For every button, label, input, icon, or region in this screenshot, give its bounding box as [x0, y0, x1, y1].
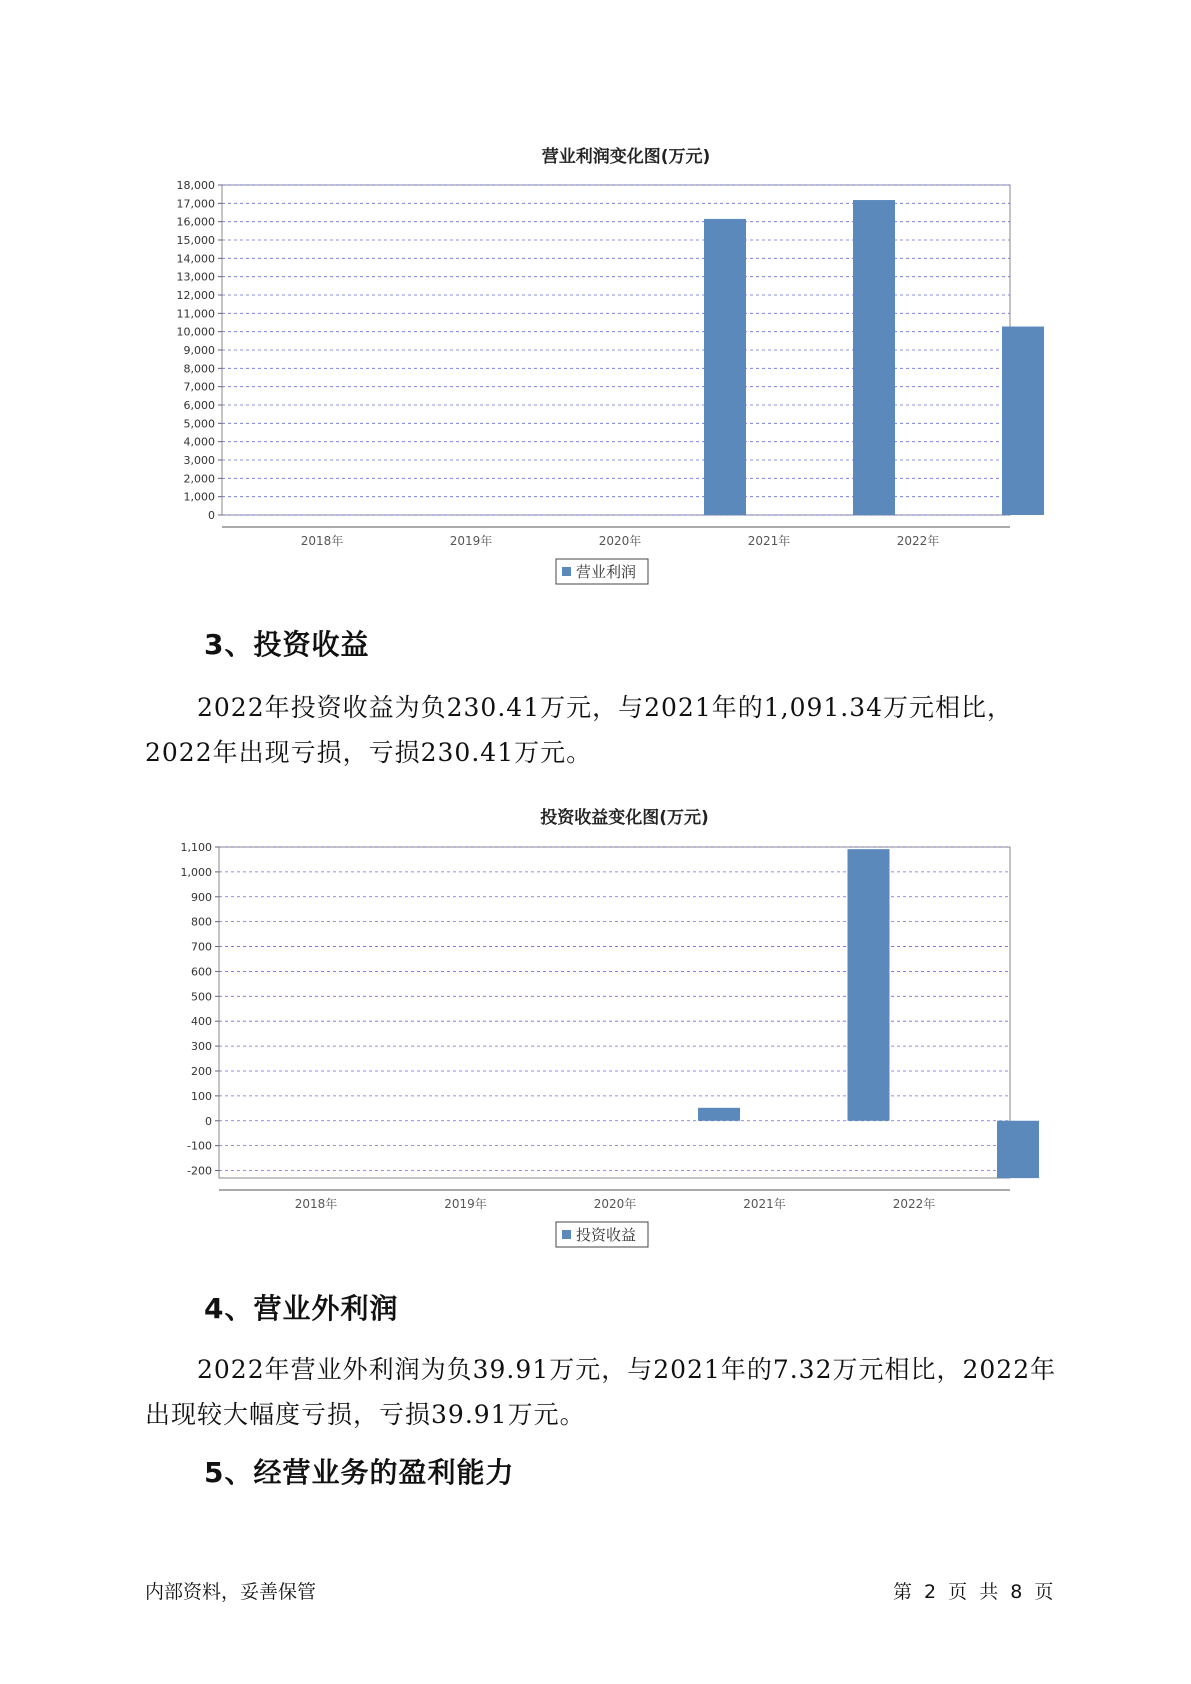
y-tick-label: -200 [187, 1164, 212, 1178]
footer-confidential-note: 内部资料，妥善保管 [145, 1581, 317, 1603]
y-tick-label: 17,000 [176, 197, 215, 211]
y-tick-label: 14,000 [176, 252, 215, 266]
legend-label: 投资收益 [576, 1226, 637, 1244]
y-tick-label: -100 [187, 1139, 212, 1153]
investment-income-paragraph: 2022年投资收益为负230.41万元，与2021年的1,091.34万元相比，2022年出现亏损，亏损230.41万元。 [145, 693, 1014, 767]
y-tick-label: 1,100 [180, 841, 212, 854]
y-tick-label: 100 [191, 1089, 212, 1103]
y-tick-label: 7,000 [183, 380, 215, 394]
y-tick-label: 400 [191, 1015, 212, 1029]
chart-title: 营业利润变化图(万元) [541, 147, 711, 167]
y-tick-label: 300 [191, 1040, 212, 1054]
y-tick-label: 6,000 [183, 399, 215, 412]
y-tick-label: 700 [191, 940, 212, 954]
x-tick-label: 2019年 [444, 1197, 487, 1211]
non-operating-profit-paragraph: 2022年营业外利润为负39.91万元，与2021年的7.32万元相比，2022年出现较大幅度亏损，亏损39.91万元。 [145, 1355, 1057, 1429]
y-tick-label: 16,000 [176, 215, 215, 229]
y-tick-label: 18,000 [176, 179, 215, 192]
y-tick-label: 0 [205, 1114, 212, 1128]
section-heading-non-operating-profit: 4、营业外利润 [204, 1292, 399, 1325]
y-tick-label: 2,000 [183, 472, 215, 486]
y-tick-label: 1,000 [180, 865, 212, 879]
bar-2021年 [848, 849, 890, 1121]
x-tick-label: 2022年 [892, 1197, 936, 1211]
x-tick-label: 2021年 [743, 1197, 786, 1211]
chart-title: 投资收益变化图(万元) [540, 808, 709, 828]
y-tick-label: 8,000 [183, 362, 215, 376]
section-heading-investment-income: 3、投资收益 [204, 628, 370, 661]
y-tick-label: 12,000 [176, 289, 215, 302]
y-tick-label: 1,000 [183, 490, 215, 504]
x-tick-label: 2018年 [294, 1197, 338, 1211]
footer-page-number: 第 2 页 共 8 页 [893, 1581, 1054, 1603]
section-heading-operating-profitability: 5、经营业务的盈利能力 [204, 1456, 515, 1489]
y-tick-label: 10,000 [176, 325, 215, 339]
y-tick-label: 11,000 [176, 307, 215, 321]
y-tick-label: 900 [191, 890, 212, 904]
y-tick-label: 5,000 [183, 417, 215, 431]
bar-2022年 [997, 1121, 1039, 1178]
y-tick-label: 200 [191, 1064, 212, 1078]
y-tick-label: 9,000 [183, 344, 215, 357]
y-tick-label: 500 [191, 990, 212, 1004]
y-tick-label: 600 [191, 965, 212, 979]
y-tick-label: 0 [208, 509, 215, 522]
y-tick-label: 4,000 [183, 435, 215, 449]
legend-swatch [562, 1230, 571, 1239]
y-tick-label: 15,000 [176, 234, 215, 247]
bar-2020年 [698, 1108, 740, 1121]
x-tick-label: 2019年 [449, 534, 493, 548]
x-tick-label: 2021年 [747, 534, 791, 548]
legend-label: 营业利润 [576, 563, 637, 581]
x-tick-label: 2020年 [593, 1197, 637, 1211]
y-tick-label: 13,000 [176, 270, 215, 284]
y-tick-label: 3,000 [183, 454, 215, 467]
y-tick-label: 800 [191, 915, 212, 929]
x-tick-label: 2022年 [896, 534, 940, 548]
x-tick-label: 2020年 [598, 534, 642, 548]
x-tick-label: 2018年 [300, 534, 344, 548]
